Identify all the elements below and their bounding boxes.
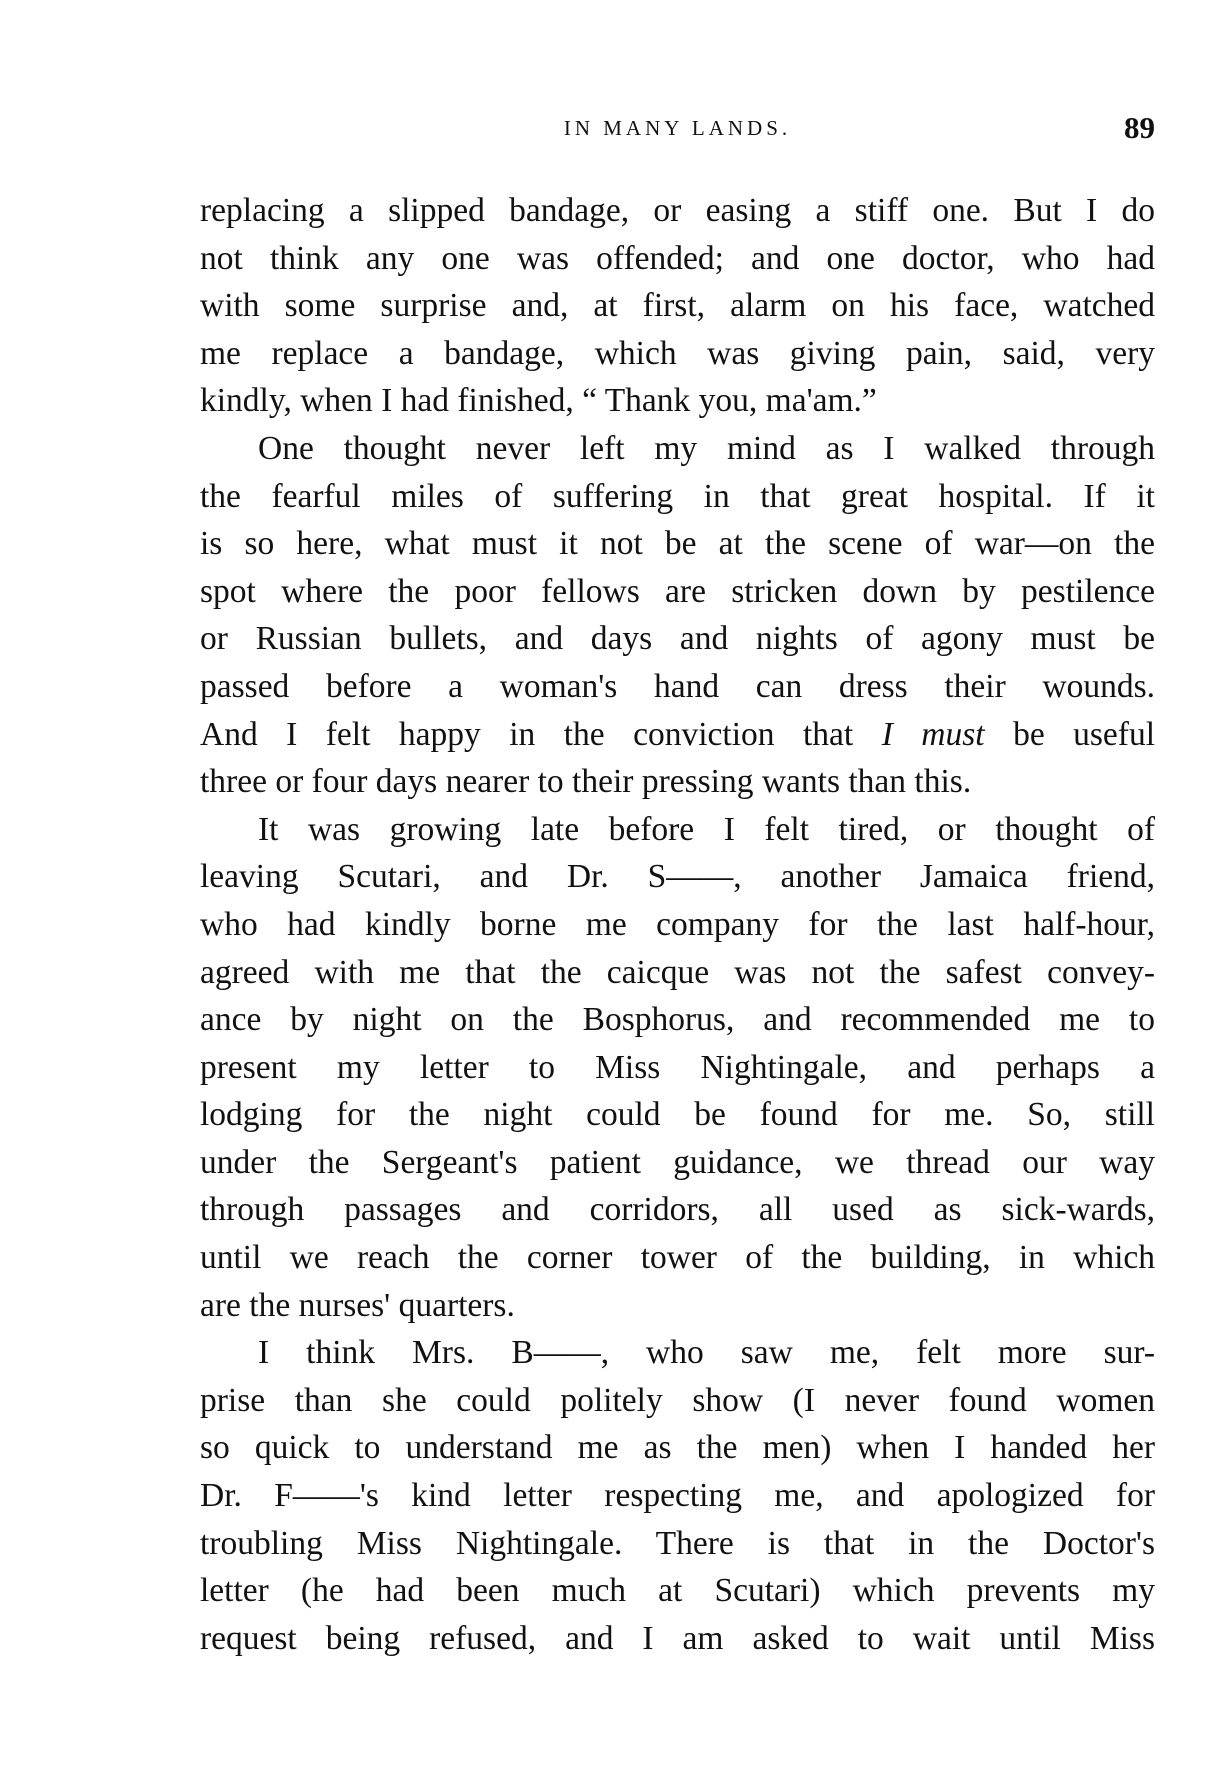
page-number: 89: [1124, 110, 1155, 145]
paragraph: [200, 1329, 1155, 1662]
text-line: or Russian bullets, and days and nights of agony must be: [200, 620, 1155, 658]
text-line: request being refused, and I am asked to wait until Miss: [200, 1619, 1155, 1657]
text-line: through passages and corridors, all used as sick-wards,: [200, 1191, 1155, 1229]
body-text: [200, 187, 1155, 1662]
text-line: [200, 711, 1155, 759]
text-line: the fearful miles of suffering in that great hospital. If it: [200, 477, 1155, 515]
text-run: be useful: [1013, 715, 1156, 753]
running-title: IN MANY LANDS.: [563, 116, 792, 140]
text-line: me replace a bandage, which was giving pain, said, very: [200, 334, 1155, 372]
text-line: letter (he had been much at Scutari) which prevents my: [200, 1572, 1155, 1610]
text-line: three or four days nearer to their pressing wants than this.: [200, 763, 972, 801]
text-line: until we reach the corner tower of the building, in which: [200, 1239, 1155, 1277]
paragraph: [200, 425, 1155, 806]
text-line: present my letter to Miss Nightingale, and perhaps a: [200, 1048, 1155, 1086]
text-line: One thought never left my mind as I walked through: [258, 429, 1155, 467]
running-head: [200, 110, 1155, 150]
text-line: kindly, when I had finished, “ Thank you, ma'am.”: [200, 382, 877, 420]
text-line: Dr. F——'s kind letter respecting me, and apologized for: [200, 1477, 1155, 1515]
text-line: who had kindly borne me company for the last half-hour,: [200, 905, 1155, 943]
text-line: I think Mrs. B——, who saw me, felt more sur-: [258, 1334, 1155, 1372]
text-line: ance by night on the Bosphorus, and recommended me to: [200, 1001, 1155, 1039]
text-line: is so here, what must it not be at the scene of war—on the: [200, 525, 1155, 563]
paragraph: [200, 187, 1155, 425]
text-line: not think any one was offended; and one doctor, who had: [200, 239, 1155, 277]
text-line: leaving Scutari, and Dr. S——, another Jamaica friend,: [200, 858, 1155, 896]
text-line: lodging for the night could be found for me. So, still: [200, 1096, 1155, 1134]
text-line: agreed with me that the caicque was not the safest convey-: [200, 953, 1155, 991]
italic-text: I must: [881, 715, 985, 753]
text-line: troubling Miss Nightingale. There is that in the Doctor's: [200, 1524, 1155, 1562]
text-line: It was growing late before I felt tired, or thought of: [258, 810, 1155, 848]
text-line: replacing a slipped bandage, or easing a stiff one. But I do: [200, 192, 1155, 229]
text-line: with some surprise and, at first, alarm on his face, watched: [200, 287, 1155, 325]
text-line: prise than she could politely show (I never found women: [200, 1381, 1155, 1419]
text-line: under the Sergeant's patient guidance, we thread our way: [200, 1143, 1155, 1181]
text-line: are the nurses' quarters.: [200, 1286, 515, 1324]
paragraph: [200, 806, 1155, 1330]
text-line: spot where the poor fellows are stricken down by pestilence: [200, 572, 1155, 610]
text-run: And I felt happy in the conviction that: [200, 715, 854, 753]
text-line: passed before a woman's hand can dress their wounds.: [200, 667, 1155, 705]
text-line: so quick to understand me as the men) when I handed her: [200, 1429, 1155, 1467]
